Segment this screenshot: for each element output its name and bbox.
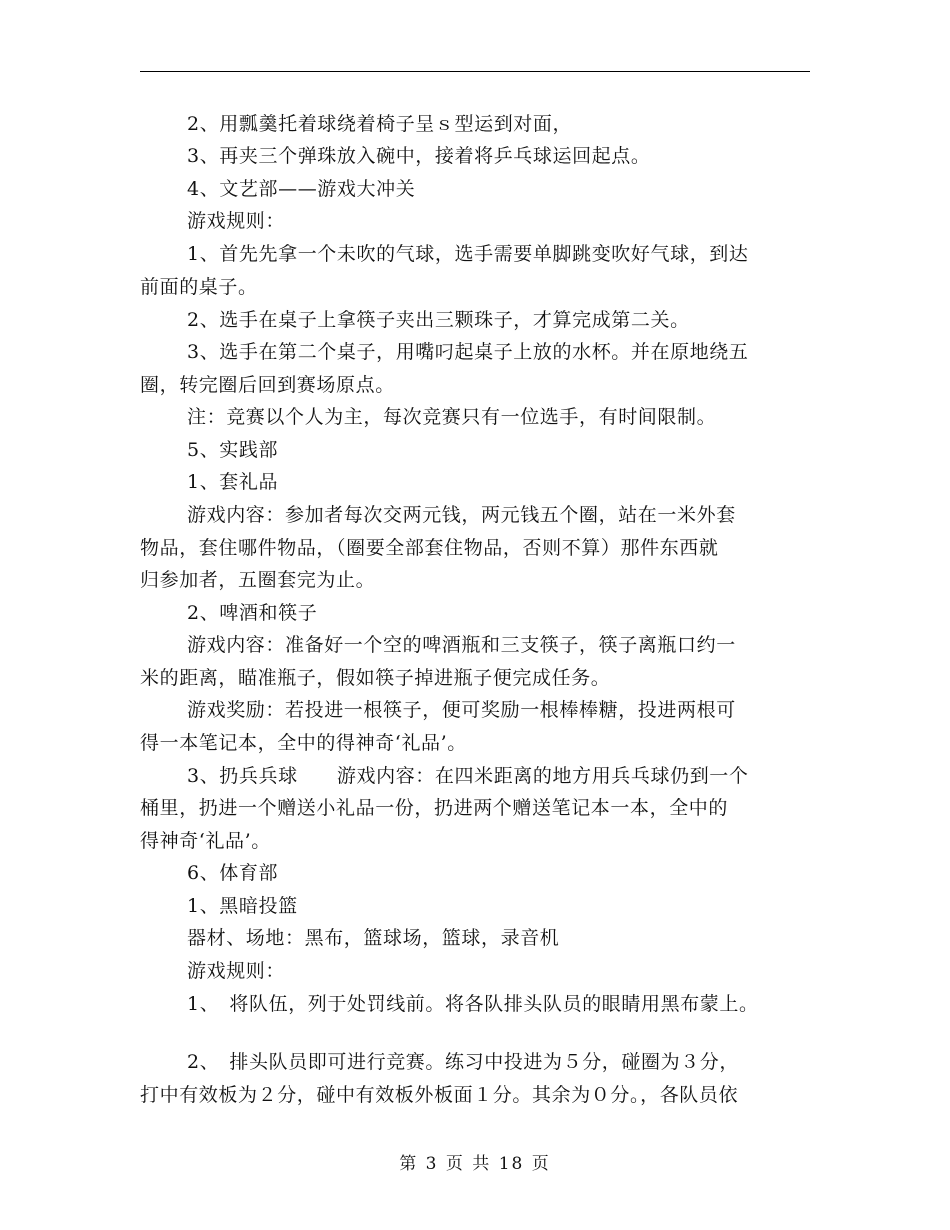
text-line: 前面的桌子。	[140, 276, 258, 298]
text-line: 打中有效板为２分，碰中有效板外板面１分。其余为０分。，各队员依	[140, 1084, 739, 1106]
text-line: 2、选手在桌子上拿筷子夹出三颗珠子，才算完成第二关。	[187, 309, 690, 331]
text-line: 器材、场地：黑布，篮球场，篮球，录音机	[187, 927, 560, 949]
text-line: 物品，套住哪件物品，（圈要全部套住物品，否则不算）那件东西就	[140, 537, 719, 559]
text-line: 游戏内容：参加者每次交两元钱，两元钱五个圈，站在一米外套	[187, 504, 736, 526]
text-line: 2、用瓢羹托着球绕着椅子呈ｓ型运到对面，	[187, 113, 573, 135]
text-line: 2、啤酒和筷子	[187, 602, 318, 624]
text-line: 桶里，扔进一个赠送小礼品一份，扔进两个赠送笔记本一本，全中的	[140, 797, 729, 819]
text-line: 游戏规则：	[187, 960, 286, 982]
text-line: 注：竞赛以个人为主，每次竞赛只有一位选手，有时间限制。	[187, 406, 717, 428]
text-line: 米的距离，瞄准瓶子，假如筷子掉进瓶子便完成任务。	[140, 667, 611, 689]
text-line: 游戏奖励：若投进一根筷子，便可奖励一根棒棒糖，投进两根可	[187, 699, 736, 721]
header-rule	[140, 71, 810, 72]
text-line: 2、 排头队员即可进行竞赛。练习中投进为５分，碰圈为３分，	[187, 1051, 739, 1073]
text-line: 得一本笔记本，全中的得神奇‘礼品’。	[140, 732, 467, 754]
text-line: 归参加者，五圈套完为止。	[140, 569, 376, 591]
text-line: 6、体育部	[187, 862, 279, 884]
text-line: 游戏规则：	[187, 210, 286, 232]
text-line: 3、扔兵兵球 游戏内容：在四米距离的地方用兵乓球仍到一个	[187, 765, 749, 787]
page-footer: 第 3 页 共 18 页	[399, 1154, 551, 1174]
text-line: 5、实践部	[187, 439, 279, 461]
text-line: 3、选手在第二个桌子，用嘴叼起桌子上放的水杯。并在原地绕五	[187, 341, 749, 363]
text-line: 得神奇‘礼品’。	[140, 830, 271, 852]
text-line: 1、 将队伍，列于处罚线前。将各队排头队员的眼睛用黑布蒙上。	[187, 993, 759, 1015]
text-line: 1、首先先拿一个未吹的气球，选手需要单脚跳变吹好气球，到达	[187, 243, 749, 265]
text-line: 4、文艺部——游戏大冲关	[187, 178, 416, 200]
text-line: 圈，转完圈后回到赛场原点。	[140, 374, 395, 396]
text-line: 游戏内容：准备好一个空的啤酒瓶和三支筷子，筷子离瓶口约一	[187, 634, 736, 656]
text-line: 3、再夹三个弹珠放入碗中，接着将乒乓球运回起点。	[187, 145, 651, 167]
text-line: 1、黑暗投篮	[187, 895, 298, 917]
text-line: 1、套礼品	[187, 471, 279, 493]
